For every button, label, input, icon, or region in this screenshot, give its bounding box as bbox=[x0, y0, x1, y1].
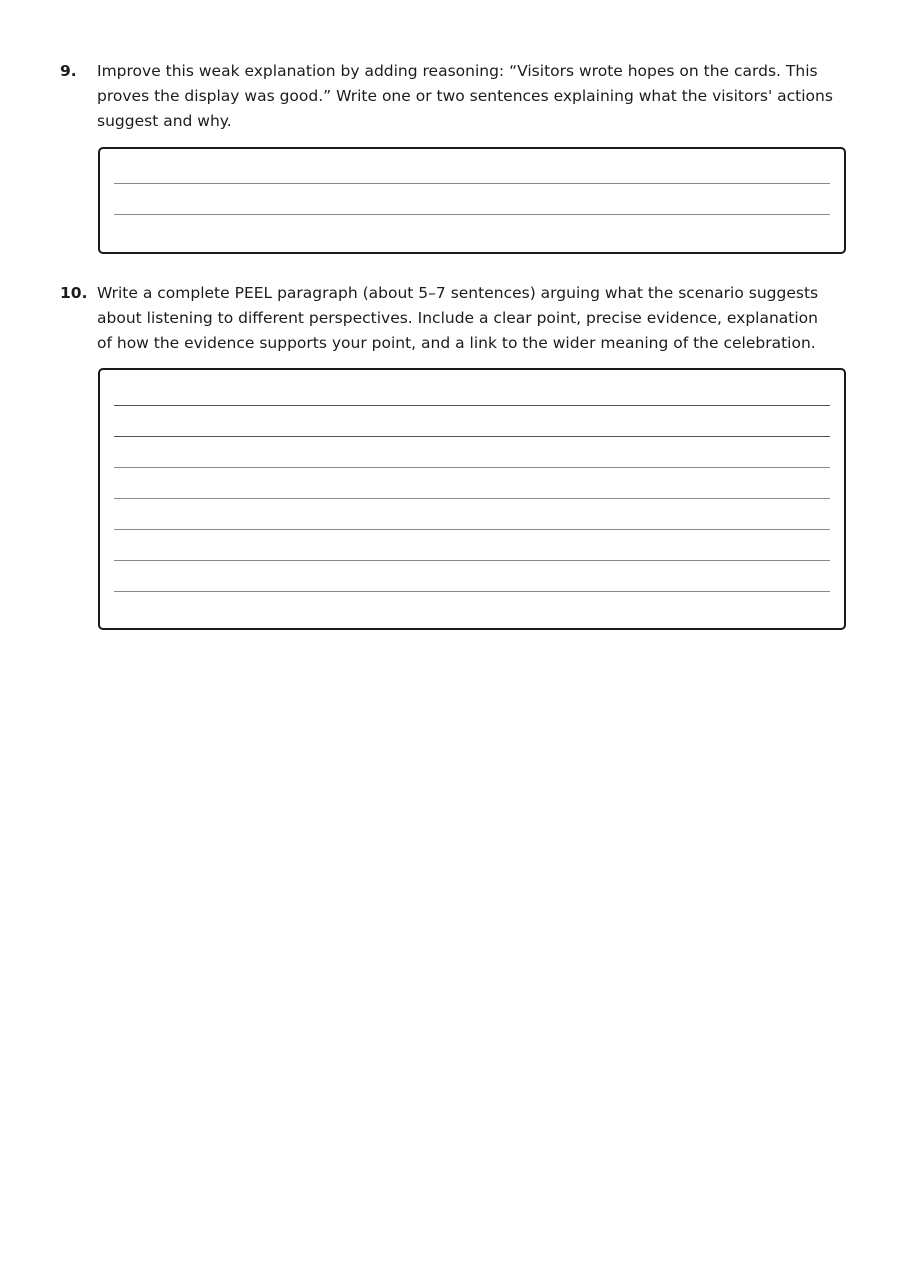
answer-line bbox=[114, 436, 830, 437]
answer-line bbox=[114, 467, 830, 468]
answer-line bbox=[114, 214, 830, 215]
answer-box-9[interactable] bbox=[98, 147, 846, 254]
question-prompt: Improve this weak explanation by adding reasoning: “Visitors wrote hopes on the cards. This proves the display was good.” Write one or two sentences explaining what the visitors' actions suggest and why. bbox=[97, 62, 833, 131]
question-prompt: Write a complete PEEL paragraph (about 5–7 sentences) arguing what the scenario suggests about listening to different perspectives. Include a clear point, precise evidence, explanation of how the evidence supports your point, and a link to the wider meaning of the celebration. bbox=[97, 284, 819, 353]
answer-line bbox=[114, 591, 830, 592]
answer-line bbox=[114, 529, 830, 530]
question-number: 10. bbox=[60, 284, 88, 302]
question-number: 9. bbox=[60, 62, 77, 80]
answer-line bbox=[114, 183, 830, 184]
answer-box-10[interactable] bbox=[98, 368, 846, 630]
answer-line bbox=[114, 560, 830, 561]
answer-line bbox=[114, 498, 830, 499]
answer-line bbox=[114, 405, 830, 406]
